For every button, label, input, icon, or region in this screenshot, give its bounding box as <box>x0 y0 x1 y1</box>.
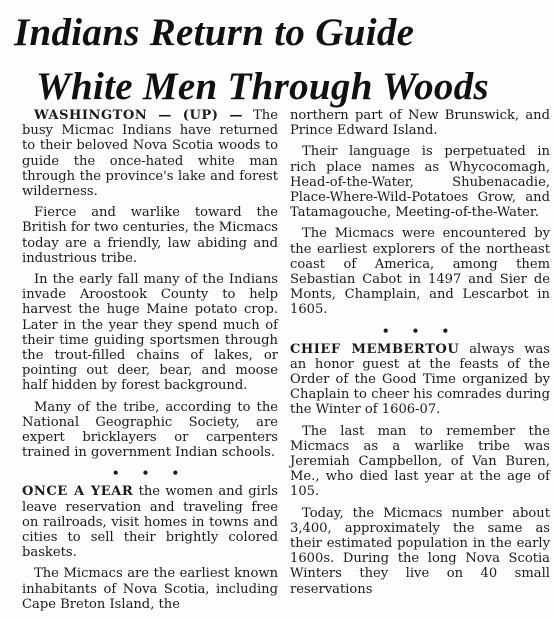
headline-line-2: White Men Through Woods <box>36 65 490 108</box>
paragraph-5-text: the women and girls leave reservation and traveling free on railroads, visit homes in towns and cities to sell their brightly colored baskets. <box>22 484 278 561</box>
paragraph-continued: northern part of New Brunswick, and Prince Edward Island. <box>290 108 550 139</box>
paragraph-4: Many of the tribe, according to the National Geographic Society, are expert bricklayers or carpenters trained in government Indian schools. <box>22 399 278 461</box>
article-column-left <box>22 108 278 618</box>
headline <box>14 6 544 114</box>
paragraph-2: Fierce and warlike toward the British for two centuries, the Micmacs today are a friendly, law abiding and industrious tribe. <box>22 205 278 266</box>
paragraph-chief-text: always was an honor guest at the feasts of the Order of the Good Time organized by Chaplain to cheer his comrades during the Winter of 1606-07. <box>290 341 550 418</box>
paragraph-language: Their language is perpetuated in rich place names as Whycocomagh, Head-of-the-Water, Shubenacadie, Place-Where-Wild-Potatoes Grow, and Tatamagouche, Meeting-of-the-Water. <box>290 144 550 221</box>
paragraph-explorers: The Micmacs were encountered by the earliest explorers of the northeast coast of America, among them Sebastian Cabot in 1497 and Sier de Monts, Champlain, and Lescarbot in 1605. <box>290 226 550 318</box>
paragraph-today: Today, the Micmacs number about 3,400, approximately the same as their estimated population in the early 1600s. During the long Nova Scotia Winters they live on 40 small reservations <box>290 505 550 597</box>
subhead-once-a-year: ONCE A YEAR <box>22 484 134 500</box>
paragraph-6: The Micmacs are the earliest known inhabitants of Nova Scotia, including Cape Breton Island, the <box>22 566 278 612</box>
paragraph-5 <box>22 484 278 560</box>
subhead-chief-membertou: CHIEF MEMBERTOU <box>290 341 460 357</box>
section-separator: • • • <box>111 466 189 481</box>
section-separator: • • • <box>381 323 459 338</box>
headline-line-1: Indians Return to Guide <box>14 11 415 54</box>
paragraph-chief <box>290 342 550 418</box>
paragraph-3: In the early fall many of the Indians invade Aroostook County to help harvest the huge Maine potato crop. Later in the year they spend much of their time guiding sportsmen through the trout-filled chains of lakes, or pointing out deer, bear, and moose half hidden by forest background. <box>22 272 278 394</box>
paragraph-1-text: The busy Micmac Indians have returned to their beloved Nova Scotia woods to guide the once-hated white man through the province's lake and forest wilderness. <box>22 108 278 200</box>
paragraph-last-man: The last man to remember the Micmacs as a warlike tribe was Jeremiah Campbellon, of Van Buren, Me., who died last year at the age of 105. <box>290 423 550 500</box>
paragraph-1 <box>22 108 278 199</box>
article-column-right <box>290 108 550 603</box>
dateline: WASHINGTON — (UP) — <box>34 108 243 123</box>
